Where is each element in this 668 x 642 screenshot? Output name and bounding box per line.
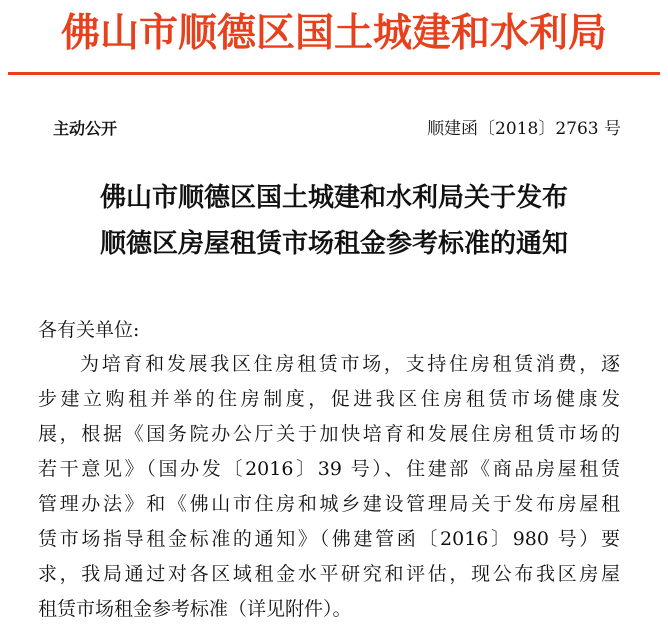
disclosure-label: 主动公开 — [53, 119, 118, 138]
body-line: 管理办法》和《佛山市住房和城乡建设管理局关于发布房屋租 — [38, 493, 620, 515]
body-line: 租赁市场租金参考标准（详见附件）。 — [38, 598, 352, 620]
document-title-line-2: 顺德区房屋租赁市场租金参考标准的通知 — [99, 229, 568, 259]
body-line: 展，根据《国务院办公厅关于加快培育和发展住房租赁市场的 — [38, 423, 620, 445]
agency-header-title: 佛山市顺德区国土城建和水利局 — [60, 11, 607, 56]
body-line: 为培育和发展我区住房租赁市场，支持住房租赁消费，逐 — [80, 353, 620, 375]
body-line: 求，我局通过对各区域租金水平研究和评估，现公布我区房屋 — [38, 563, 620, 585]
document-number: 顺建函〔2018〕2763 号 — [427, 119, 621, 139]
body-line: 赁市场指导租金标准的通知》（佛建管函〔2016〕980 号）要 — [38, 528, 620, 550]
salutation: 各有关单位: — [38, 319, 140, 341]
header-divider — [8, 72, 660, 75]
document-title-line-1: 佛山市顺德区国土城建和水利局关于发布 — [99, 183, 568, 213]
body-line: 步建立购租并举的住房制度，促进我区住房租赁市场健康发 — [38, 388, 620, 410]
body-line: 若干意见》（国办发〔2016〕39 号）、住建部《商品房屋租赁 — [38, 458, 620, 480]
